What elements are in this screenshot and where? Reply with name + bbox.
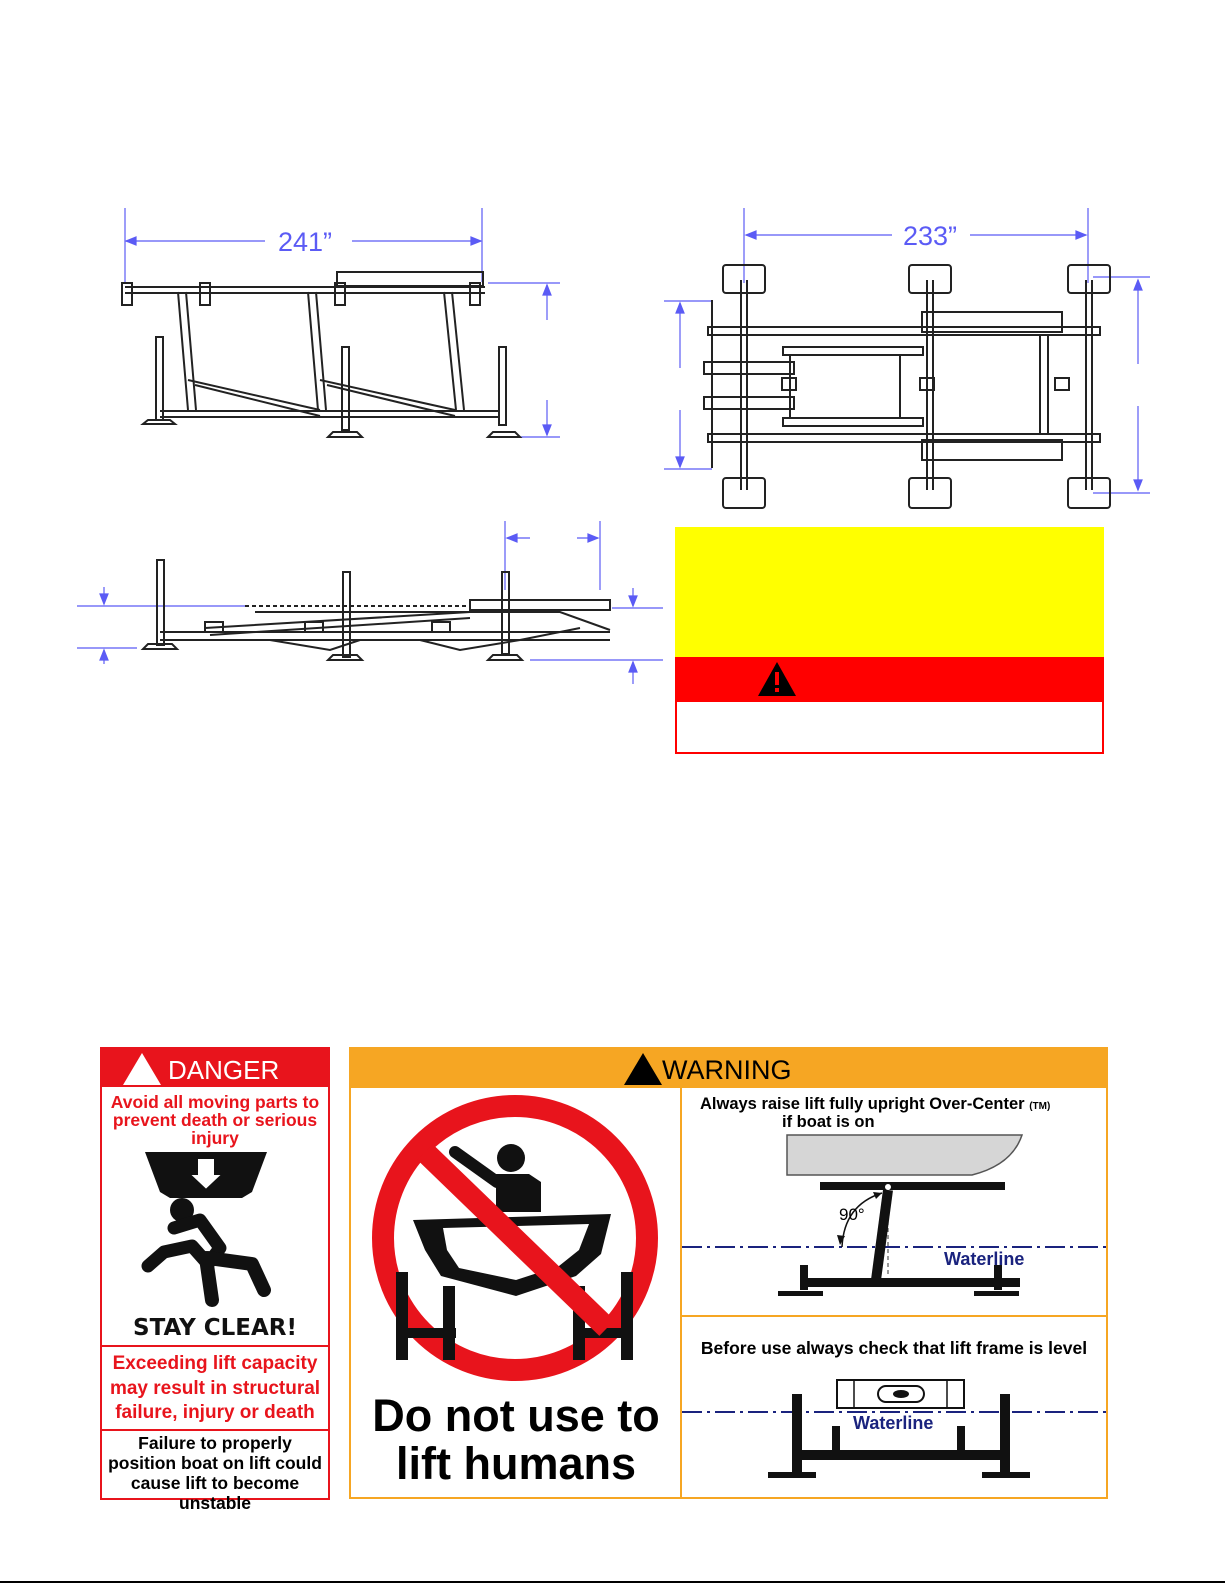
upright-diagram (682, 1125, 1106, 1335)
danger-divider (102, 1429, 328, 1431)
page-bottom-rule (0, 1581, 1225, 1583)
no-lift-humans-text: Do not use to lift humans (372, 1390, 660, 1489)
upright-line-2: if boat is on (782, 1113, 875, 1131)
length-dimension-label: 241” (278, 227, 333, 257)
waterline-label: Waterline (853, 1413, 934, 1433)
warning-triangle-icon (623, 1052, 663, 1086)
angle-label: 90° (839, 1205, 865, 1224)
stay-clear-text: STAY CLEAR! (133, 1315, 297, 1341)
danger-moving-parts-text: Avoid all moving parts to prevent death or serious injury (110, 1092, 320, 1148)
upright-instruction (700, 1096, 1050, 1115)
no-lift-humans-icon (351, 1090, 681, 1390)
trademark-mark: (TM) (1029, 1101, 1051, 1112)
caution-yellow-panel (675, 527, 1104, 657)
level-check-text: Before use always check that lift frame is level (700, 1338, 1088, 1358)
caution-white-panel (675, 702, 1104, 754)
danger-capacity-text: Exceeding lift capacity may result in structural failure, injury or death (109, 1353, 321, 1423)
crush-hazard-icon (102, 1148, 328, 1328)
caution-red-bar (675, 657, 1104, 702)
width-dimension-label: 233” (903, 221, 958, 251)
warning-title: WARNING (662, 1055, 792, 1085)
alert-triangle-icon (757, 661, 797, 697)
over-center-brand: Over-Center (929, 1095, 1025, 1113)
upright-line-1: Always raise lift fully upright (700, 1095, 925, 1113)
danger-title: DANGER (168, 1055, 280, 1085)
waterline-label: Waterline (944, 1249, 1025, 1269)
danger-divider (102, 1345, 328, 1347)
danger-position-text: Failure to properly position boat on lift could cause lift to become unstable (108, 1433, 322, 1513)
danger-triangle-icon (122, 1052, 162, 1086)
